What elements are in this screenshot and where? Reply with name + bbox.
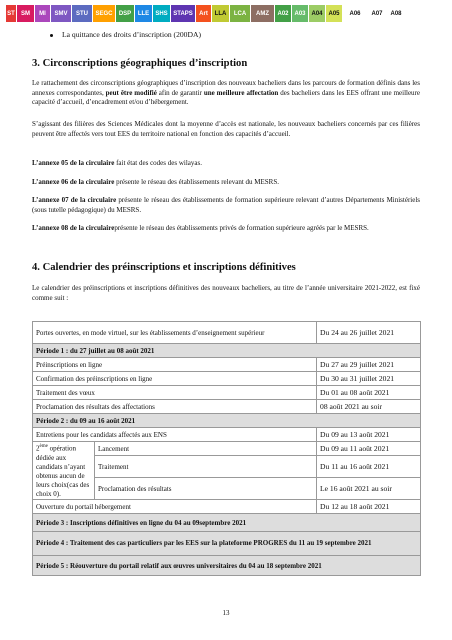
- table-row: Traitement des vœux Du 01 au 08 août 2021: [33, 386, 421, 400]
- section-4-title: 4. Calendrier des préinscriptions et inscriptions définitives: [32, 262, 296, 273]
- tab-a05[interactable]: A05: [326, 5, 343, 22]
- period-row: Période 4 : Traitement des cas particuliers par les EES sur la plateforme PROGRES du 11 au 19 septembre 2021: [33, 532, 421, 556]
- table-row: Portes ouvertes, en mode virtuel, sur les établissements d’enseignement supérieur Du 24 au 26 juillet 2021: [33, 322, 421, 344]
- page-number: 13: [222, 609, 230, 617]
- tab-a06[interactable]: A06: [343, 5, 368, 22]
- section-4: [32, 262, 420, 273]
- tab-mi[interactable]: MI: [35, 5, 51, 22]
- tab-a08[interactable]: A08: [387, 5, 406, 22]
- period-row: Période 3 : Inscriptions définitives en ligne du 04 au 09septembre 2021: [33, 514, 421, 532]
- tab-art[interactable]: Art: [196, 5, 212, 22]
- tab-amz[interactable]: AMZ: [251, 5, 275, 22]
- tab-a03[interactable]: A03: [292, 5, 309, 22]
- table-row: Ouverture du portail hébergement Du 12 au 18 août 2021: [33, 500, 421, 514]
- tab-lle[interactable]: LLE: [135, 5, 153, 22]
- table-row: Traitement Du 11 au 16 août 2021: [33, 456, 421, 478]
- tab-sm[interactable]: SM: [17, 5, 35, 22]
- schedule-table: [32, 321, 421, 576]
- table-row: Proclamation des résultats des affectations 08 août 2021 au soir: [33, 400, 421, 414]
- annex-08: L’annexe 08 de la circulaireprésente le réseau des établissements privés de formation supérieure agréés par le MESRS.: [32, 224, 369, 232]
- tab-segc[interactable]: SEGC: [93, 5, 116, 22]
- tab-lla[interactable]: LLA: [212, 5, 230, 22]
- bullet-item: La quittance des droits d’inscription (200DA): [50, 30, 201, 39]
- tab-lca[interactable]: LCA: [230, 5, 251, 22]
- section-3: [32, 58, 420, 69]
- period-row: Période 1 : du 27 juillet au 08 août 2021: [33, 344, 421, 358]
- tab-shs[interactable]: SHS: [153, 5, 171, 22]
- second-operation-cell: 2ème opération dédiée aux candidats n’ayant obtenus aucun de leurs choix(cas des choix 0).: [33, 442, 95, 500]
- tab-a02[interactable]: A02: [275, 5, 292, 22]
- section-3-paragraph-2: S’agissant des filières des Sciences Médicales dont la moyenne d’accès est nationale, les nouveaux bacheliers concernés par ces filières peuvent être affectés vers tout EES du territoire national en fonction des capacités d’accueil.: [32, 120, 420, 138]
- table-row: 2ème opération dédiée aux candidats n’ayant obtenus aucun de leurs choix(cas des choix 0). Lancement Du 09 au 11 août 2021: [33, 442, 421, 456]
- section-3-title: 3. Circonscriptions géographiques d’inscription: [32, 58, 248, 69]
- tab-smv[interactable]: SMV: [51, 5, 72, 22]
- table-row: Préinscriptions en ligne Du 27 au 29 juillet 2021: [33, 358, 421, 372]
- table-row: Entretiens pour les candidats affectés aux ENS Du 09 au 13 août 2021: [33, 428, 421, 442]
- tab-a07[interactable]: A07: [368, 5, 387, 22]
- table-row: Proclamation des résultats Le 16 août 2021 au soir: [33, 478, 421, 500]
- period-row: Période 2 : du 09 au 16 août 2021: [33, 414, 421, 428]
- tab-dsp[interactable]: DSP: [116, 5, 135, 22]
- tab-a04[interactable]: A04: [309, 5, 326, 22]
- table-row: Confirmation des préinscriptions en ligne Du 30 au 31 juillet 2021: [33, 372, 421, 386]
- section-3-paragraph-1: Le rattachement des circonscriptions géographiques d’inscription des nouveaux bacheliers dans les parcours de formation définis dans les annexes correspondantes, peut être modifié afin de garantir une meilleure affectation des bacheliers dans les EES offrant une meilleure capacité d’accueil, d’encadrement et/ou d’hébergement.: [32, 79, 420, 107]
- tab-st[interactable]: ST: [6, 5, 17, 22]
- color-tab-strip: [6, 5, 446, 22]
- annex-05: L’annexe 05 de la circulaire fait état des codes des wilayas.: [32, 159, 202, 167]
- bullet-dot: [50, 34, 53, 37]
- section-4-intro: Le calendrier des préinscriptions et inscriptions définitives des nouveaux bacheliers, au titre de l’année universitaire 2021-2022, est fixé comme suit :: [32, 284, 420, 302]
- tab-staps[interactable]: STAPS: [171, 5, 196, 22]
- annex-07: L’annexe 07 de la circulaire présente le réseau des établissements de formation supérieure relevant d’autres Départements Ministériels (sous tutelle pédagogique) du MESRS.: [32, 196, 421, 214]
- period-row: Période 5 : Réouverture du portail relatif aux œuvres universitaires du 04 au 18 septembre 2021: [33, 556, 421, 576]
- annex-06: L’annexe 06 de la circulaire présente le réseau des établissements relevant du MESRS.: [32, 178, 279, 186]
- tab-stu[interactable]: STU: [72, 5, 93, 22]
